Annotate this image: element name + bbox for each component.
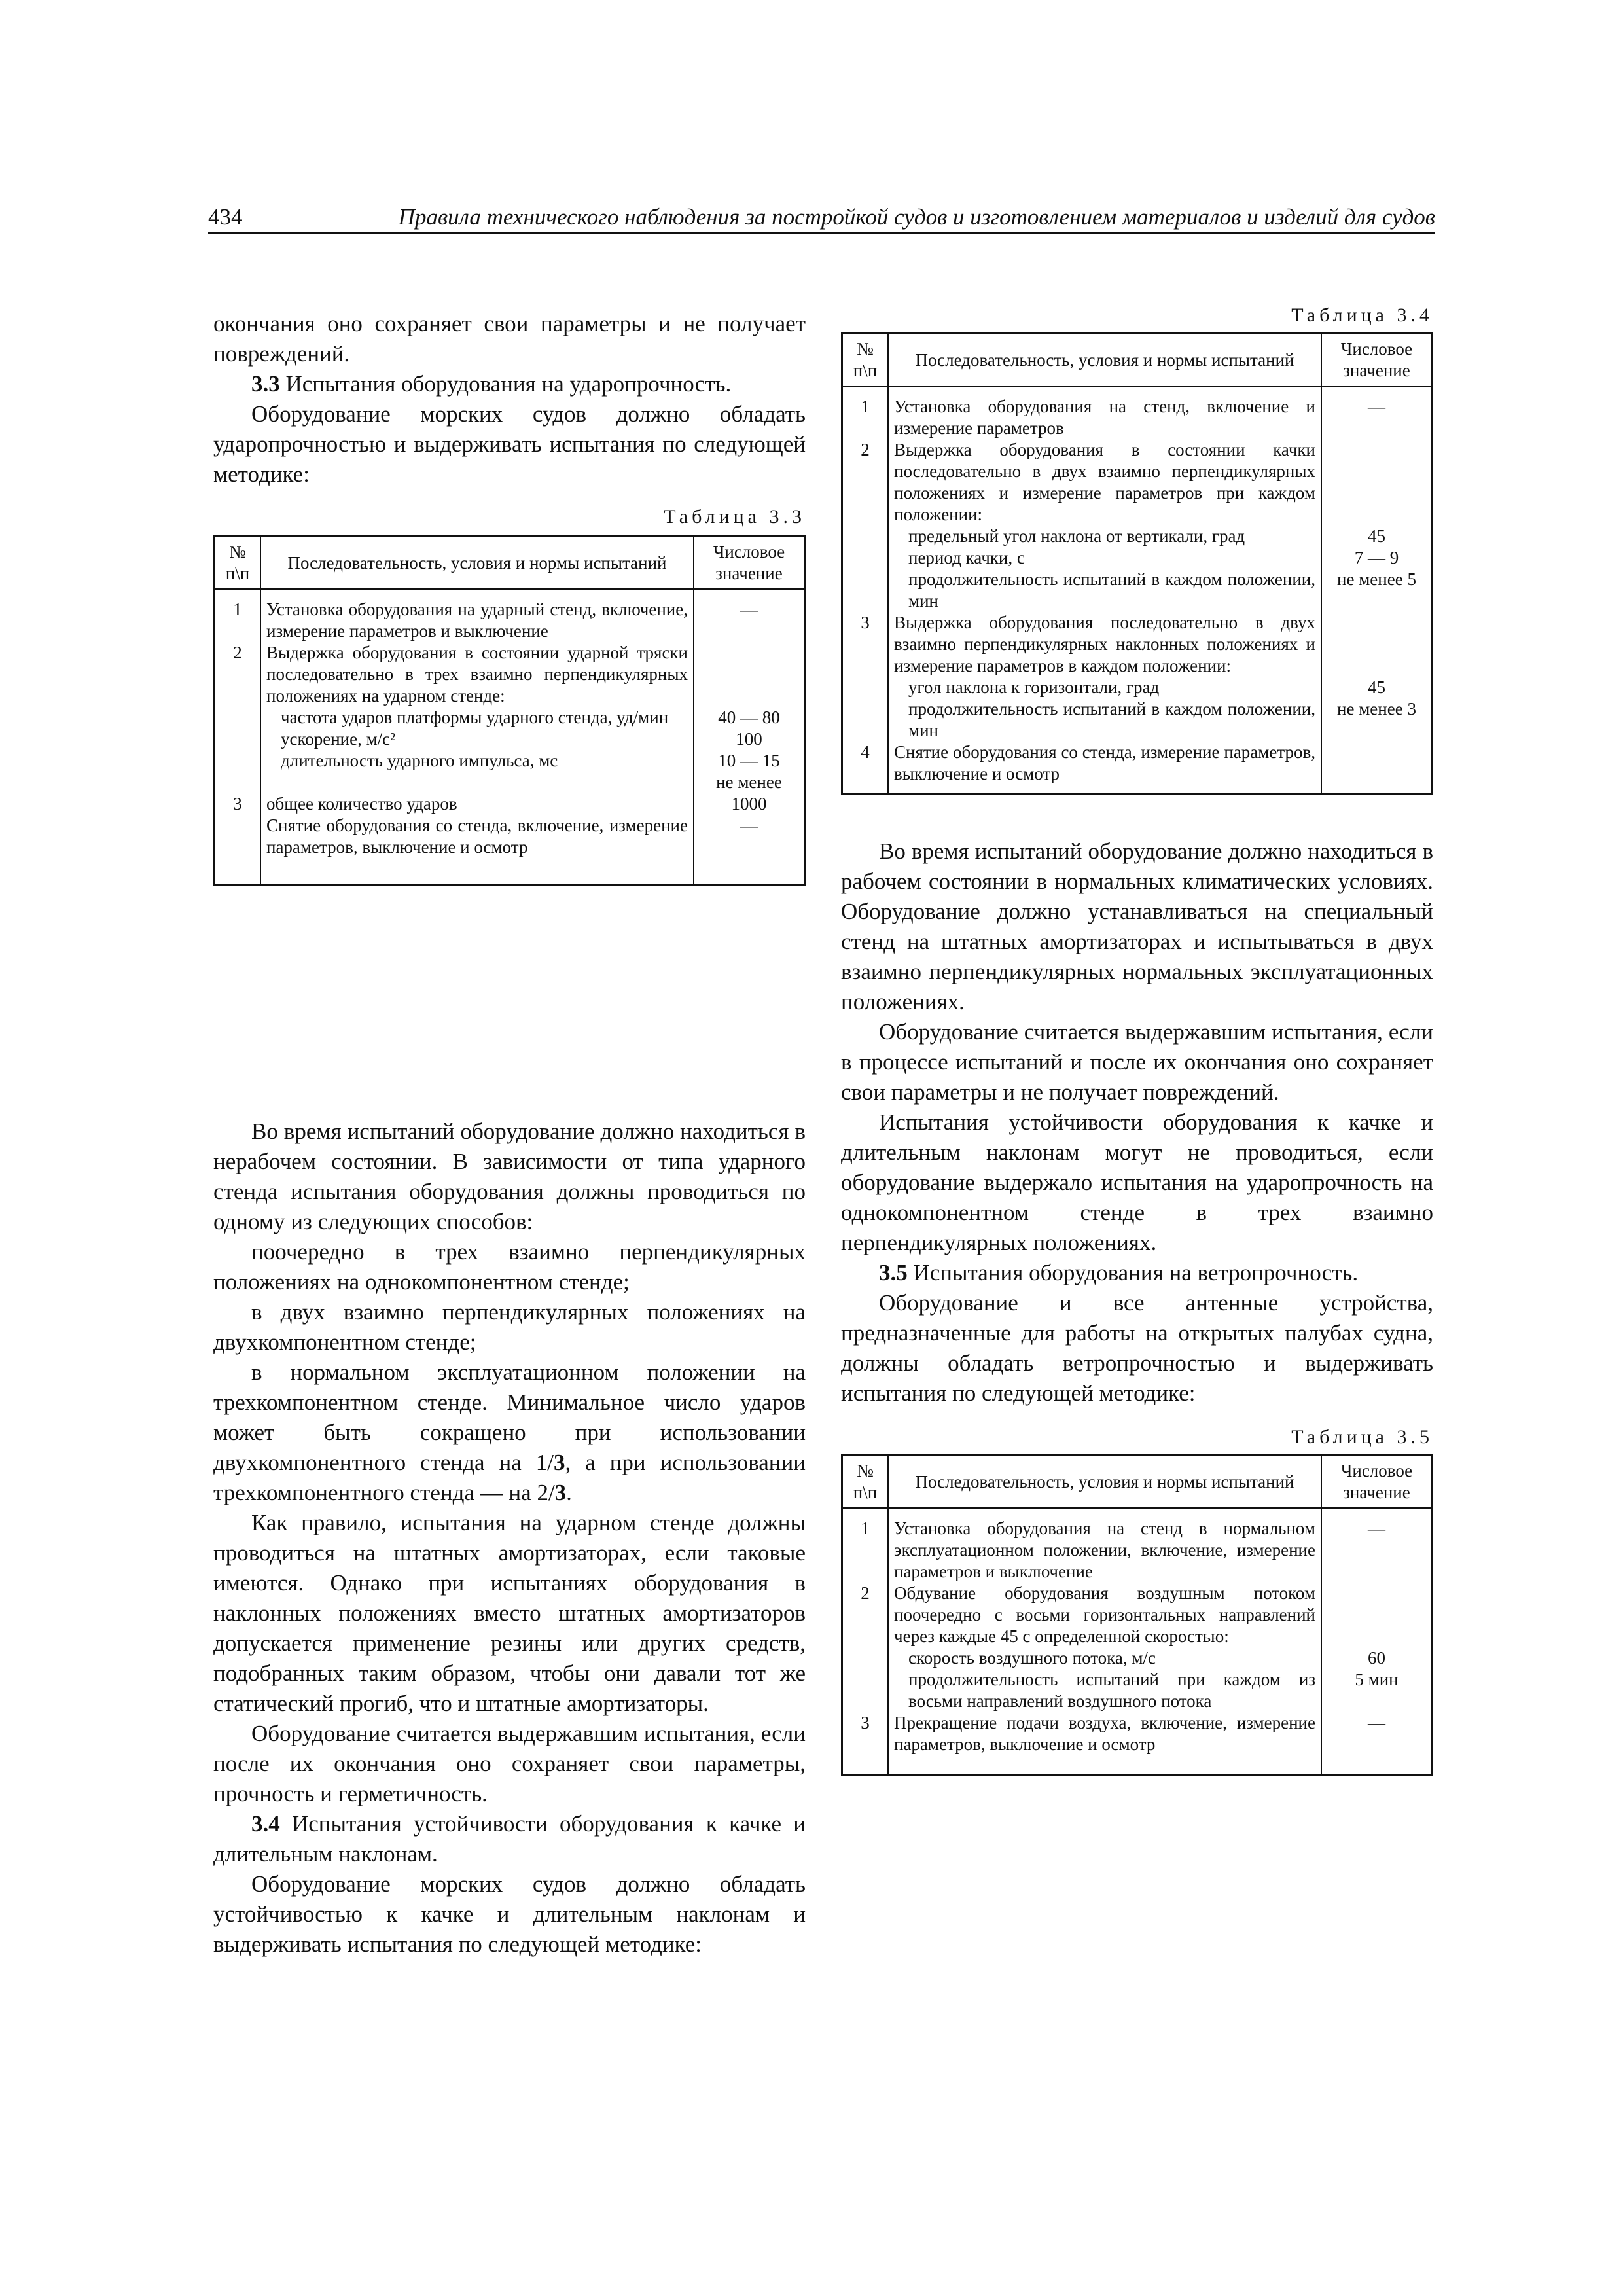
table-caption: Таблица 3.5 — [1291, 1426, 1433, 1448]
column-header: Последовательность, условия и нормы испытаний — [888, 1456, 1321, 1509]
section-3-3-heading: 3.3 Испытания оборудования на ударопрочность. — [251, 371, 732, 397]
paragraph: Испытания устойчивости оборудования к качке и длительным наклонам могут не проводиться, если оборудование выдержало испытания на ударопрочность на однокомпонентном стенде в трех взаимно перпендикулярных положениях. — [841, 1109, 1433, 1255]
right-column — [841, 302, 1433, 1776]
page-header — [208, 204, 1435, 234]
column-header: Числовое значение — [1321, 1456, 1433, 1509]
paragraph: в нормальном эксплуатационном положении на трехкомпонентном стенде. Минимальное число ударов может быть сокращено при использовании двухкомпонентного стенда на 1/3, а при использовании трехкомпонентного стенда — на 2/3. — [213, 1359, 806, 1505]
page-number: 434 — [208, 204, 243, 230]
table-row: не менее — [215, 772, 805, 793]
table-row: 3 Выдержка оборудования последовательно в двух взаимно перпендикулярных наклонных положениях и измерение параметров в каждом положении: — [842, 612, 1433, 677]
table-row: 2 Выдержка оборудования в состоянии ударной тряски последовательно в трех взаимно перпендикулярных положениях на ударном стенде: — [215, 642, 805, 707]
table-row: период качки, с 7 — 9 — [842, 547, 1433, 569]
table-row: 1 Установка оборудования на ударный стенд, включение, измерение параметров и выключение — — [215, 589, 805, 642]
paragraph: Во время испытаний оборудование должно находиться в нерабочем состоянии. В зависимости от типа ударного стенда испытания оборудования должны проводиться по одному из следующих способов: — [213, 1119, 806, 1234]
column-header: № п\п — [842, 334, 889, 387]
table-header-row — [842, 1456, 1433, 1509]
table-row: 3 общее количество ударов 1000 — [215, 793, 805, 815]
table-row: предельный угол наклона от вертикали, град 45 — [842, 526, 1433, 547]
left-column-bottom — [213, 1117, 806, 1960]
paragraph: в двух взаимно перпендикулярных положениях на двухкомпонентном стенде; — [213, 1299, 806, 1355]
table-row: продолжительность испытаний в каждом положении, мин не менее 5 — [842, 569, 1433, 612]
table-row: длительность ударного импульса, мс 10 — 15 — [215, 750, 805, 772]
column-header: № п\п — [842, 1456, 889, 1509]
table-row: Снятие оборудования со стенда, включение, измерение параметров, выключение и осмотр — — [215, 815, 805, 858]
table-row: угол наклона к горизонтали, град 45 — [842, 677, 1433, 698]
table-row: ускорение, м/с² 100 — [215, 728, 805, 750]
paragraph: Во время испытаний оборудование должно находиться в рабочем состоянии в нормальных климатических условиях. Оборудование должно устанавливаться на специальный стенд на штатных амортизаторах и испытываться в двух взаимно перпендикулярных нормальных эксплуатационных положениях. — [841, 838, 1433, 1014]
paragraph: Оборудование морских судов должно обладать устойчивостью к качке и длительным наклонам и выдерживать испытания по следующей методике: — [213, 1871, 806, 1957]
running-title: Правила технического наблюдения за постройкой судов и изготовлением материалов и изделий для судов — [398, 204, 1435, 230]
paragraph: Оборудование морских судов должно обладать ударопрочностью и выдерживать испытания по следующей методике: — [213, 401, 806, 487]
paragraph: окончания оно сохраняет свои параметры и не получает повреждений. — [213, 311, 806, 367]
table-3-3 — [213, 535, 806, 886]
table-row: скорость воздушного потока, м/с 60 — [842, 1647, 1433, 1669]
table-row: 4 Снятие оборудования со стенда, измерение параметров, выключение и осмотр — [842, 742, 1433, 794]
paragraph: Оборудование считается выдержавшим испытания, если в процессе испытаний и после их окончания оно сохраняет свои параметры и не получает повреждений. — [841, 1019, 1433, 1105]
section-3-5-heading: 3.5 Испытания оборудования на ветропрочность. — [879, 1260, 1359, 1285]
column-header: Числовое значение — [694, 537, 805, 590]
paragraph: Оборудование считается выдержавшим испытания, если после их окончания оно сохраняет свои параметры, прочность и герметичность. — [213, 1721, 806, 1806]
table-header-row — [215, 537, 805, 590]
left-column-top — [213, 309, 806, 886]
paragraph: поочередно в трех взаимно перпендикулярных положениях на однокомпонентном стенде; — [213, 1239, 806, 1295]
table-header-row — [842, 334, 1433, 387]
column-header: Числовое значение — [1321, 334, 1433, 387]
column-header: Последовательность, условия и нормы испытаний — [888, 334, 1321, 387]
section-3-4-heading: 3.4 Испытания устойчивости оборудования к качке и длительным наклонам. — [213, 1811, 806, 1867]
table-caption: Таблица 3.3 — [664, 506, 806, 528]
table-3-5 — [841, 1454, 1433, 1776]
table-row: 1 Установка оборудования на стенд в нормальном эксплуатационном положении, включение, измерение параметров и выключение — — [842, 1508, 1433, 1583]
table-row: 2 Выдержка оборудования в состоянии качки последовательно в двух взаимно перпендикулярных положениях и измерение параметров при каждом положении: — [842, 439, 1433, 526]
table-row: продолжительность испытаний при каждом из восьми направлений воздушного потока 5 мин — [842, 1669, 1433, 1712]
column-header: № п\п — [215, 537, 261, 590]
paragraph: Как правило, испытания на ударном стенде должны проводиться на штатных амортизаторах, если таковые имеются. Однако при испытаниях оборудования в наклонных положениях вместо штатных амортизаторов допускается применение резины или других средств, подобранных таким образом, чтобы они давали тот же статический прогиб, что и штатные амортизаторы. — [213, 1510, 806, 1716]
table-3-4 — [841, 332, 1433, 795]
table-row: 2 Обдувание оборудования воздушным потоком поочередно с восьми горизонтальных направлений через каждые 45 с определенной скоростью: — [842, 1583, 1433, 1647]
table-row: 3 Прекращение подачи воздуха, включение, измерение параметров, выключение и осмотр — — [842, 1712, 1433, 1775]
table-row: 1 Установка оборудования на стенд, включение и измерение параметров — — [842, 386, 1433, 439]
table-caption: Таблица 3.4 — [1291, 304, 1433, 326]
table-row: частота ударов платформы ударного стенда, уд/мин 40 — 80 — [215, 707, 805, 728]
table-row: продолжительность испытаний в каждом положении, мин не менее 3 — [842, 698, 1433, 742]
column-header: Последовательность, условия и нормы испытаний — [260, 537, 694, 590]
table-spacer — [215, 858, 805, 886]
paragraph: Оборудование и все антенные устройства, предназначенные для работы на открытых палубах судна, должны обладать ветропрочностью и выдерживать испытания по следующей методике: — [841, 1290, 1433, 1406]
